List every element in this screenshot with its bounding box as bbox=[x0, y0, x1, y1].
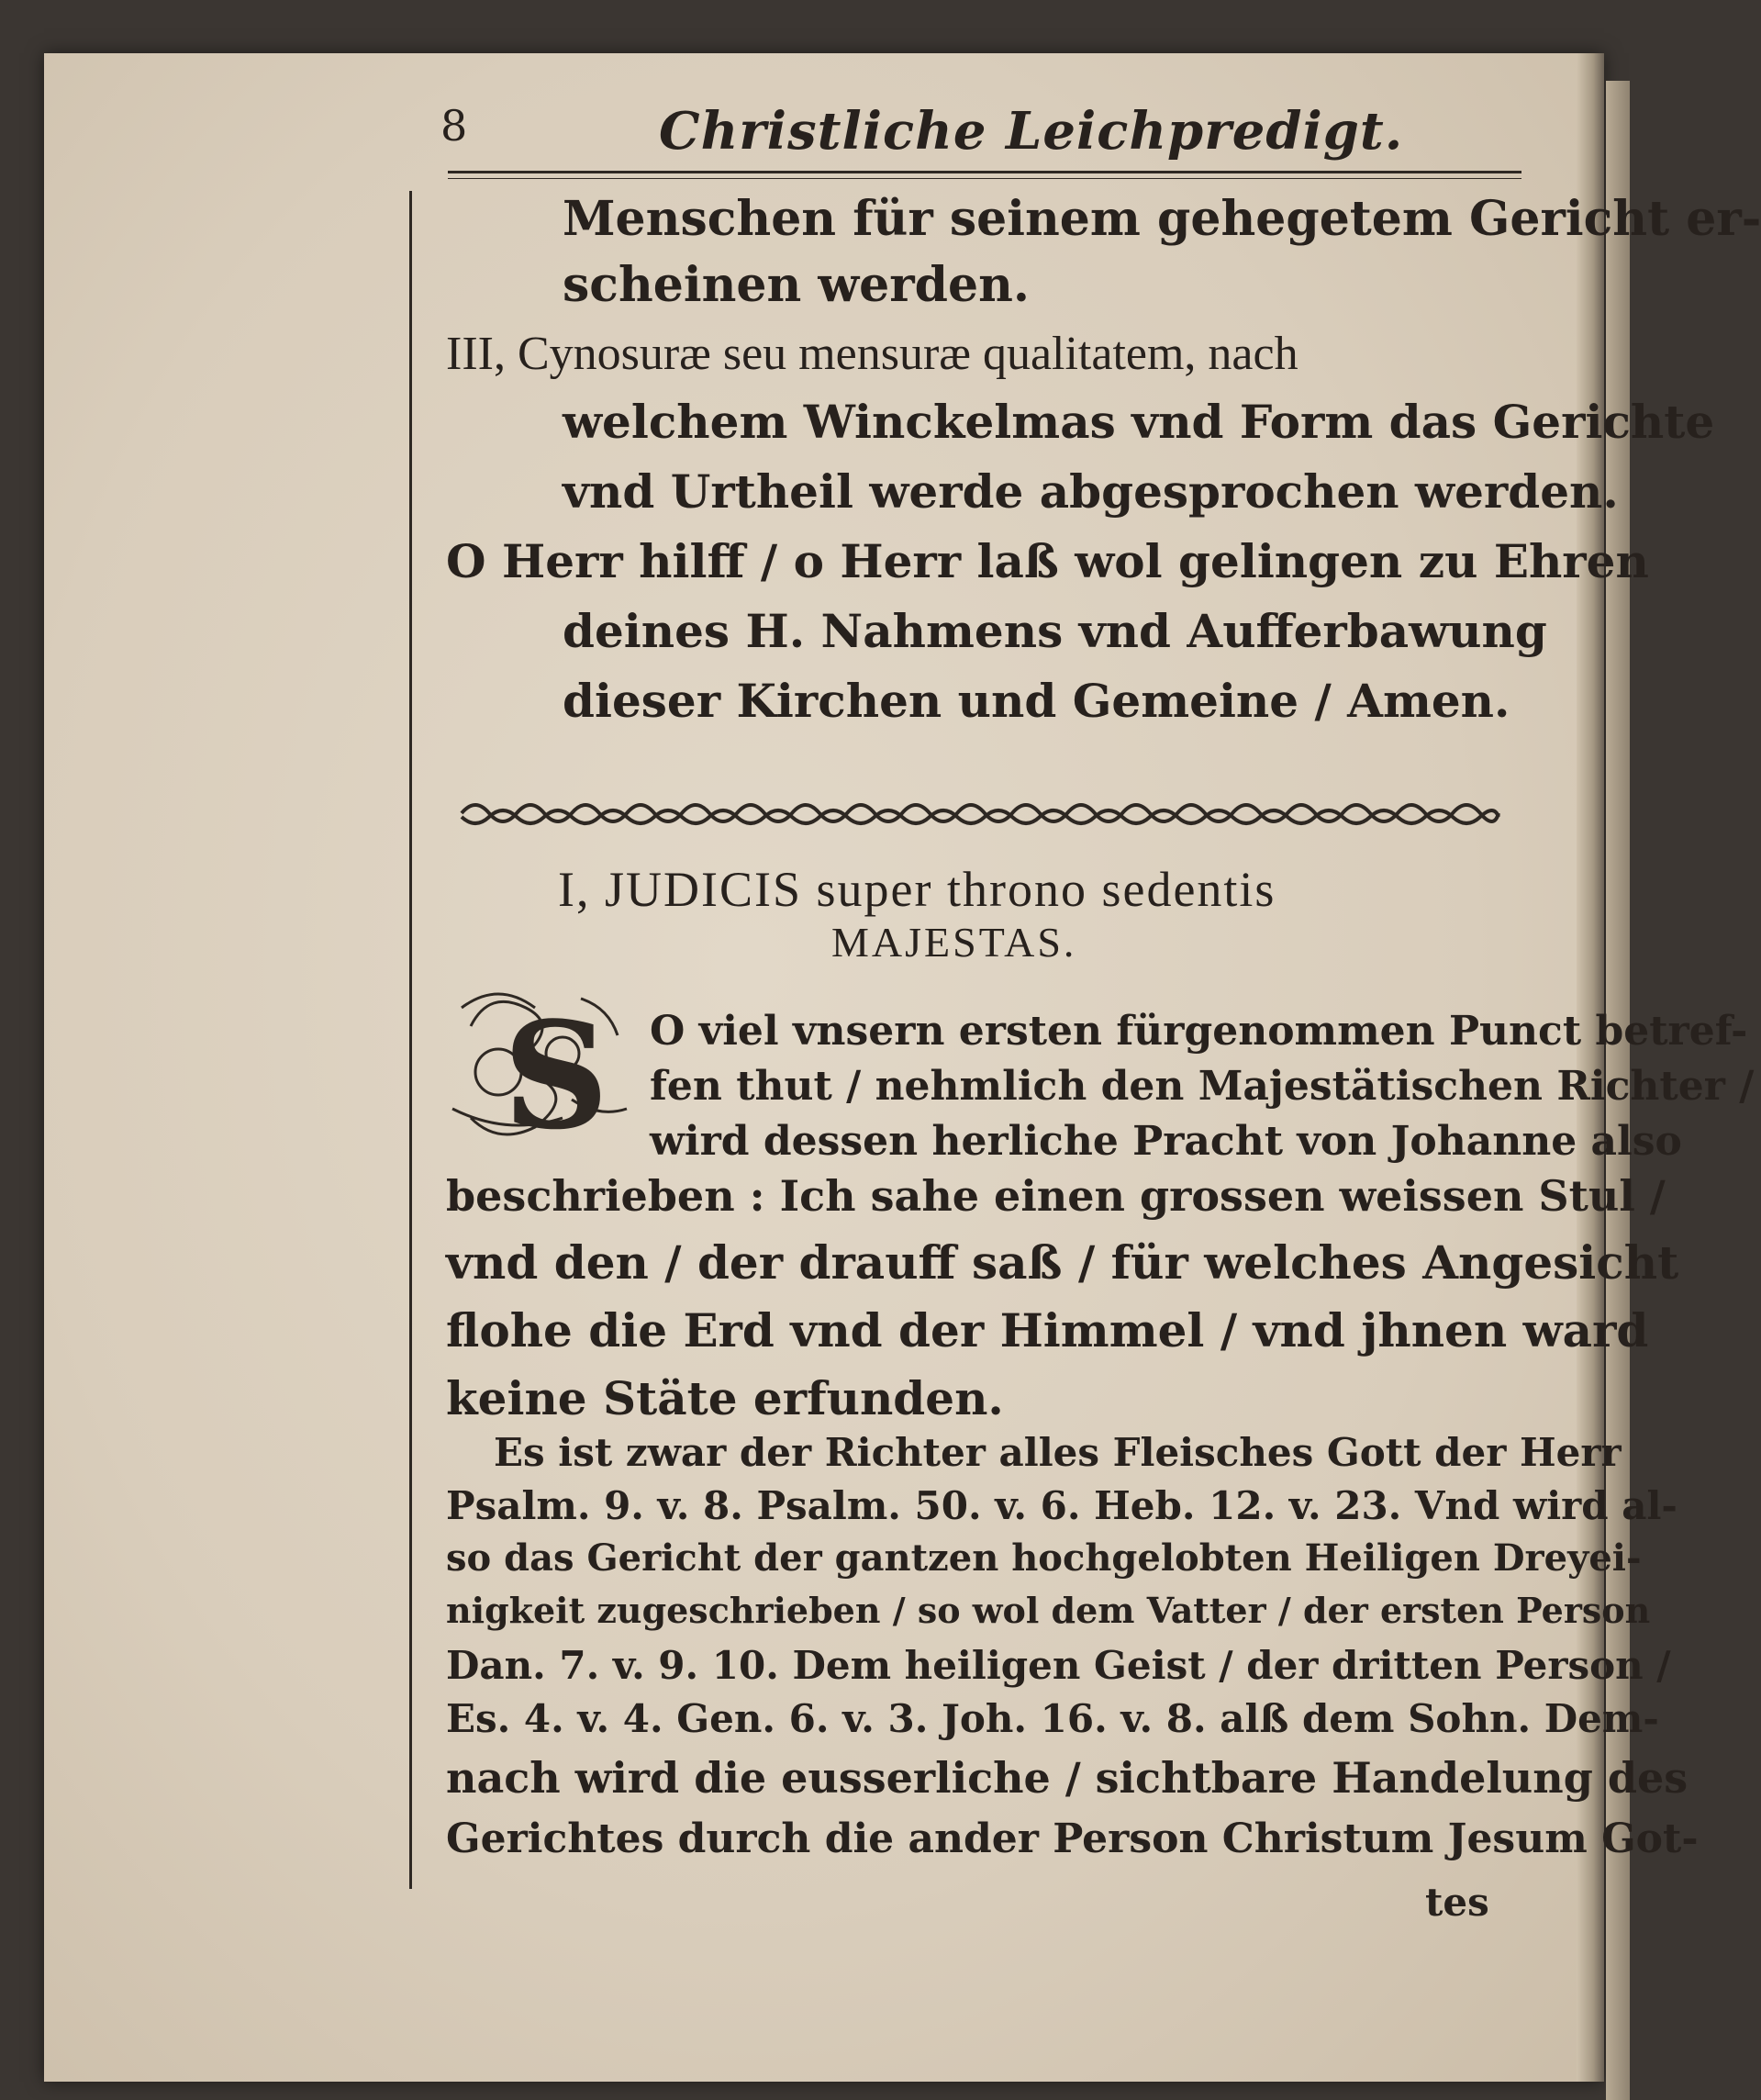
section-title: I, JUDICIS super throno sedentis bbox=[558, 862, 1276, 917]
book-page bbox=[44, 53, 1761, 2082]
running-head: Christliche Leichpredigt. bbox=[659, 101, 1404, 162]
margin-rule bbox=[409, 191, 412, 1889]
decorated-initial bbox=[443, 971, 636, 1162]
catchword: tes bbox=[1425, 1880, 1489, 1925]
body-line-1: O viel vnsern ersten fürgenommen Punct betref- bbox=[650, 1008, 1748, 1055]
body-line-8: Es ist zwar der Richter alles Fleisches Gott der Herr bbox=[494, 1430, 1622, 1475]
body-line-3: wird dessen herliche Pracht von Johanne also bbox=[650, 1118, 1682, 1165]
intro-line-5: vnd Urtheil werde abgesprochen werden. bbox=[563, 464, 1619, 519]
header-rule bbox=[448, 171, 1521, 173]
intro-line-8: dieser Kirchen und Gemeine / Amen. bbox=[563, 674, 1510, 728]
section-subtitle: MAJESTAS. bbox=[831, 919, 1077, 966]
initial-letter: S bbox=[503, 989, 609, 1162]
intro-line-3: III, Cynosuræ seu mensuræ qualitatem, nach bbox=[446, 328, 1298, 380]
body-line-14: nach wird die eusserliche / sichtbare Handelung des bbox=[446, 1753, 1689, 1803]
body-line-15: Gerichtes durch die ander Person Christum Jesum Got- bbox=[446, 1815, 1699, 1862]
body-line-5: vnd den / der drauff saß / für welches Angesicht bbox=[446, 1235, 1679, 1290]
body-line-2: fen thut / nehmlich den Majestätischen Richter / bbox=[650, 1063, 1755, 1110]
intro-line-6: O Herr hilff / o Herr laß wol gelingen zu Ehren bbox=[446, 534, 1649, 588]
body-line-6: flohe die Erd vnd der Himmel / vnd jhnen ward bbox=[446, 1303, 1649, 1357]
body-line-13: Es. 4. v. 4. Gen. 6. v. 3. Joh. 16. v. 8. alß dem Sohn. Dem- bbox=[446, 1696, 1659, 1741]
intro-line-7: deines H. Nahmens vnd Aufferbawung bbox=[563, 604, 1547, 658]
intro-line-4: welchem Winckelmas vnd Form das Gerichte bbox=[563, 395, 1715, 449]
body-line-11: nigkeit zugeschrieben / so wol dem Vatter / der ersten Person bbox=[446, 1590, 1651, 1631]
body-line-9: Psalm. 9. v. 8. Psalm. 50. v. 6. Heb. 12. v. 23. Vnd wird al- bbox=[446, 1483, 1677, 1528]
intro-line-1: Menschen für seinem gehegetem Gericht er- bbox=[563, 191, 1761, 247]
page-number: 8 bbox=[440, 101, 468, 151]
header-rule-thin bbox=[448, 178, 1521, 179]
body-line-12: Dan. 7. v. 9. 10. Dem heiligen Geist / der dritten Person / bbox=[446, 1643, 1671, 1688]
body-line-4: beschrieben : Ich sahe einen grossen weissen Stul / bbox=[446, 1171, 1666, 1221]
intro-line-2: scheinen werden. bbox=[563, 257, 1030, 313]
body-line-7: keine Stäte erfunden. bbox=[446, 1371, 1004, 1425]
ornament-band bbox=[462, 795, 1499, 832]
body-line-10: so das Gericht der gantzen hochgelobten Heiligen Dreyei- bbox=[446, 1536, 1642, 1580]
